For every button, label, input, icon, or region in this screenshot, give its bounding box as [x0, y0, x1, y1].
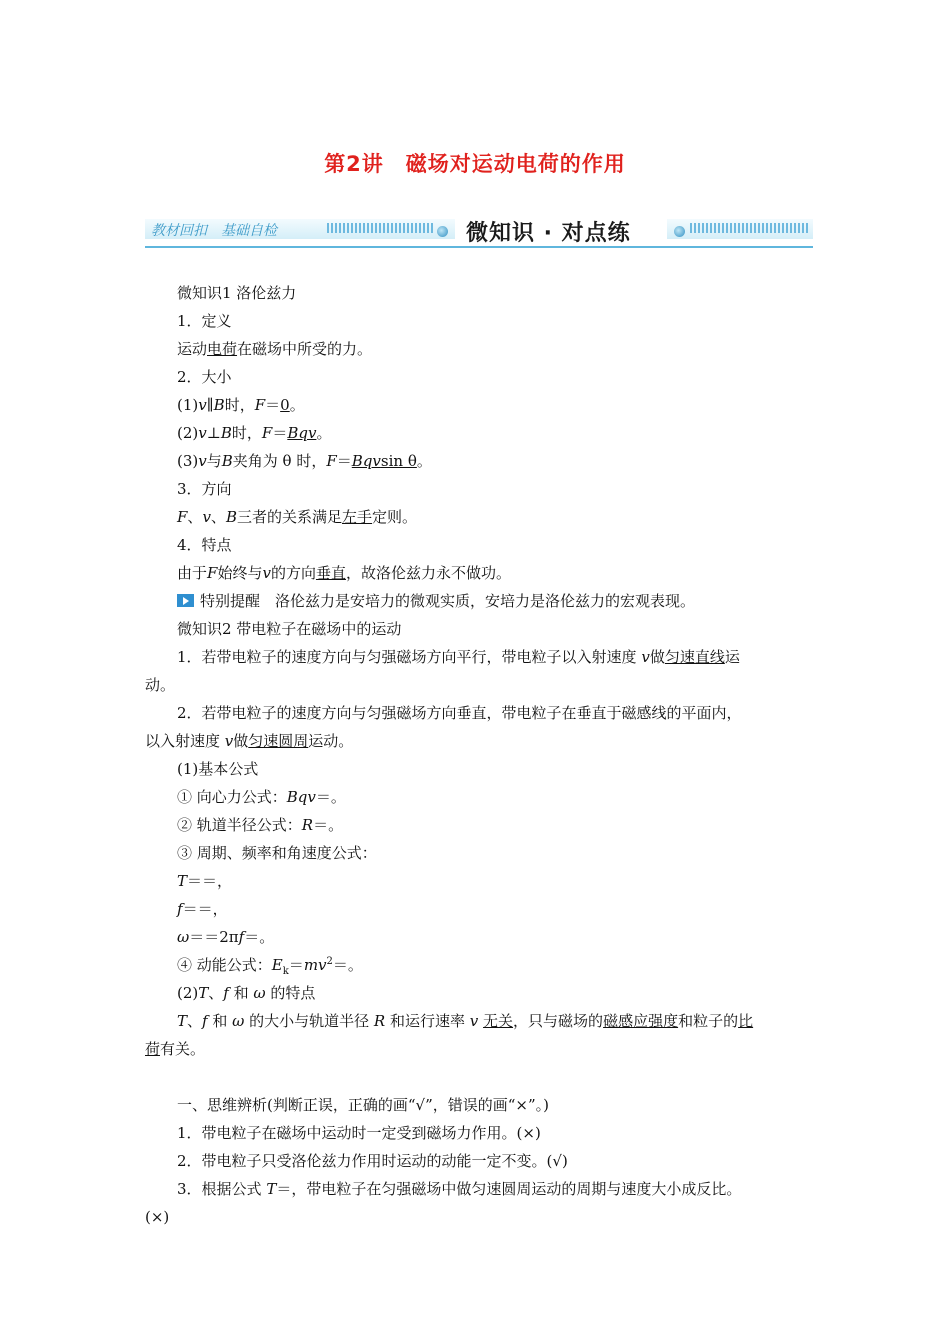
- formula-line: (1)v∥B时，F＝0。: [177, 396, 305, 414]
- paragraph: 运动电荷在磁场中所受的力。: [177, 340, 373, 358]
- item-heading: 4．特点: [177, 536, 232, 554]
- banner-heading: 微知识 · 对点练: [466, 221, 631, 246]
- item-heading: 2．大小: [177, 368, 232, 386]
- formula-line: ② 轨道半径公式：R＝。: [177, 816, 344, 834]
- formula-line: ④ 动能公式：$E_k=mv^2=$。: [177, 956, 363, 977]
- section-banner: [145, 212, 813, 248]
- tip-line: 特别提醒 洛伦兹力是安培力的微观实质，安培力是洛伦兹力的宏观表现。: [177, 591, 695, 611]
- formula-line: (2)v⊥B时，F＝Bqv。: [177, 424, 332, 442]
- dots-decoration: [327, 223, 435, 233]
- formula-line: T＝＝，: [177, 872, 233, 890]
- paragraph: T、f 和 ω 的大小与轨道半径 R 和运行速率 v 无关，只与磁场的磁感应强度和粒子的比: [177, 1012, 754, 1030]
- formula-line: f＝＝，: [177, 900, 228, 918]
- exercise-item: (×): [145, 1208, 170, 1226]
- paragraph: 以入射速度 v做匀速圆周运动。: [145, 732, 354, 750]
- formula-line: ω＝＝2πf＝。: [177, 928, 275, 946]
- exercise-item: 3．根据公式 T＝，带电粒子在匀强磁场中做匀速圆周运动的周期与速度大小成反比。: [177, 1180, 742, 1198]
- exercise-item: 2．带电粒子只受洛伦兹力作用时运动的动能一定不变。(√): [177, 1152, 568, 1170]
- section-heading: 微知识1 洛伦兹力: [177, 284, 297, 302]
- dot-decoration: [437, 226, 448, 237]
- paragraph: F、v、B三者的关系满足左手定则。: [177, 508, 418, 526]
- dots-decoration: [690, 223, 808, 233]
- formula-line: ③ 周期、频率和角速度公式：: [177, 844, 377, 862]
- paragraph: 由于F始终与v的方向垂直，故洛伦兹力永不做功。: [177, 564, 511, 582]
- exercise-heading: 一、思维辨析(判断正误，正确的画“√”，错误的画“×”。): [177, 1096, 550, 1114]
- paragraph: 动。: [145, 676, 176, 694]
- page-title: 第2讲 磁场对运动电荷的作用: [324, 152, 626, 176]
- dot-decoration: [674, 226, 685, 237]
- banner-subtitle: 教材回扣 基础自检: [151, 223, 277, 239]
- item-heading: (2)T、f 和 ω 的特点: [177, 984, 316, 1002]
- item-heading: 1．定义: [177, 312, 232, 330]
- item-heading: (1)基本公式: [177, 760, 259, 778]
- item-heading: 3．方向: [177, 480, 232, 498]
- formula-line: (3)v与B夹角为 θ 时，F＝Bqvsin θ。: [177, 452, 432, 470]
- paragraph: 1．若带电粒子的速度方向与匀强磁场方向平行，带电粒子以入射速度 v做匀速直线运: [177, 648, 740, 666]
- paragraph: 2．若带电粒子的速度方向与匀强磁场方向垂直，带电粒子在垂直于磁感线的平面内，: [177, 704, 742, 722]
- formula-line: ① 向心力公式：Bqv＝。: [177, 788, 346, 806]
- play-icon: [177, 594, 194, 607]
- paragraph: 荷有关。: [145, 1040, 206, 1058]
- exercise-item: 1．带电粒子在磁场中运动时一定受到磁场力作用。(×): [177, 1124, 541, 1142]
- section-heading: 微知识2 带电粒子在磁场中的运动: [177, 620, 402, 638]
